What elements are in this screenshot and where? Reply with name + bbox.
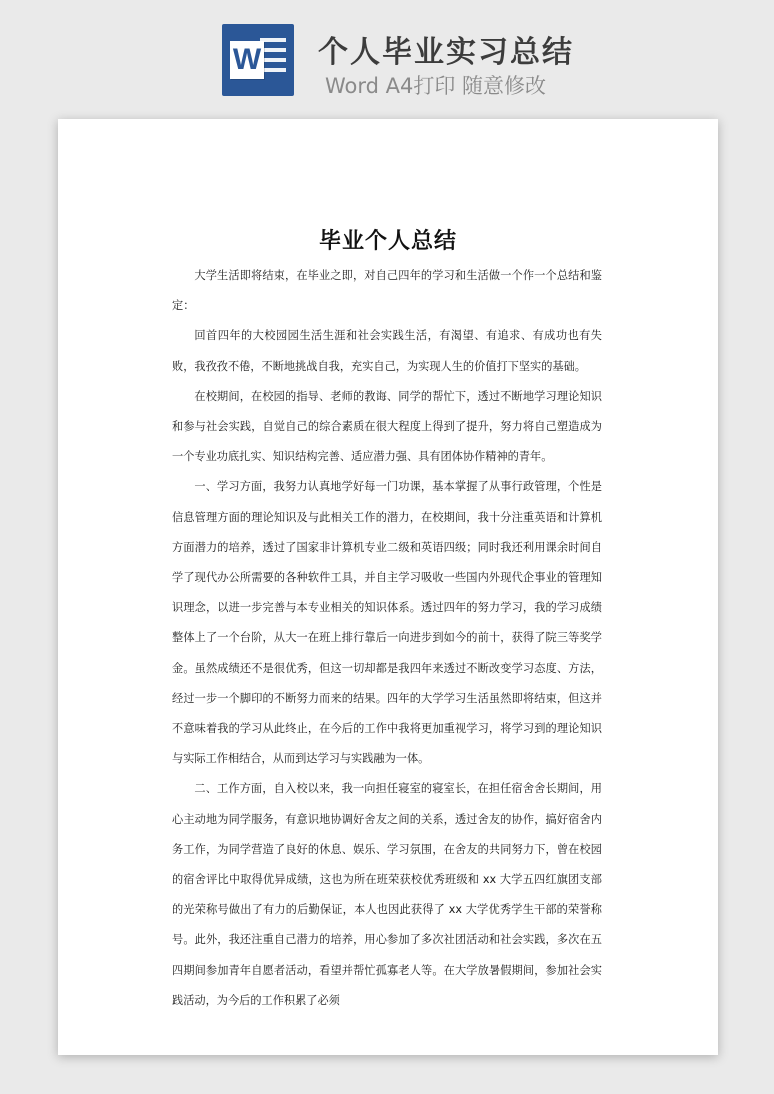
paragraph: 二、工作方面，自入校以来，我一向担任寝室的寝室长，在担任宿舍舍长期间，用心主动地为同学服务，有意识地协调好舍友之间的关系，透过舍友的协作，搞好宿舍内务工作，为同学营造了良好的休息、娱乐、学习氛围，在舍友的共同努力下，曾在校园的宿舍评比中取得优异成绩，这也为所在班荣获校优秀班级和 xx 大学五四红旗团支部的光荣称号做出了有力的后勤保证，本人也因此获得了 xx 大学优秀学生干部的荣誉称号。此外，我还注重自己潜力的培养，用心参加了多次社团活动和社会实践，多次在五四期间参加青年自愿者活动，看望并帮忙孤寡老人等。在大学放暑假期间，参加社会实践活动，为今后的工作积累了必须 — [172, 782, 602, 1007]
document-title: 毕业个人总结 — [318, 229, 457, 254]
paragraph: 回首四年的大校园园生活生涯和社会实践生活，有渴望、有追求、有成功也有失败，我孜孜不倦，不断地挑战自我，充实自己，为实现人生的价值打下坚实的基础。 — [172, 329, 602, 373]
paragraph: 一、学习方面，我努力认真地学好每一门功课，基本掌握了从事行政管理，个性是信息管理方面的理论知识及与此相关工作的潜力，在校期间，我十分注重英语和计算机方面潜力的培养，透过了国家非计算机专业二级和英语四级；同时我还利用课余时间自学了现代办公所需要的各种软件工具，并自主学习吸收一些国内外现代企事业的管理知识理念，以进一步完善与本专业相关的知识体系。透过四年的努力学习，我的学习成绩整体上了一个台阶，从大一在班上排行靠后一向进步到如今的前十，获得了院三等奖学金。虽然成绩还不是很优秀，但这一切却都是我四年来透过不断改变学习态度、方法，经过一步一个脚印的不断努力而来的结果。四年的大学学习生活虽然即将结束，但这并不意味着我的学习从此终止，在今后的工作中我将更加重视学习，将学习到的理论知识与实际工作相结合，从而到达学习与实践融为一体。 — [172, 480, 602, 766]
document-body — [172, 261, 602, 1016]
word-icon-letter: W — [230, 41, 264, 79]
header-banner — [0, 0, 774, 118]
page-subtitle: Word A4打印 随意修改 — [325, 74, 547, 98]
page-title: 个人毕业实习总结 — [318, 35, 574, 70]
paragraph: 大学生活即将结束，在毕业之即，对自己四年的学习和生活做一个作一个总结和鉴定： — [172, 269, 602, 313]
paragraph: 在校期间，在校园的指导、老师的教诲、同学的帮忙下，透过不断地学习理论知识和参与社会实践，自觉自己的综合素质在很大程度上得到了提升，努力将自己塑造成为一个专业功底扎实、知识结构完善、适应潜力强、具有团体协作精神的青年。 — [172, 389, 602, 464]
word-document-icon — [222, 24, 294, 96]
document-page — [58, 119, 718, 1055]
